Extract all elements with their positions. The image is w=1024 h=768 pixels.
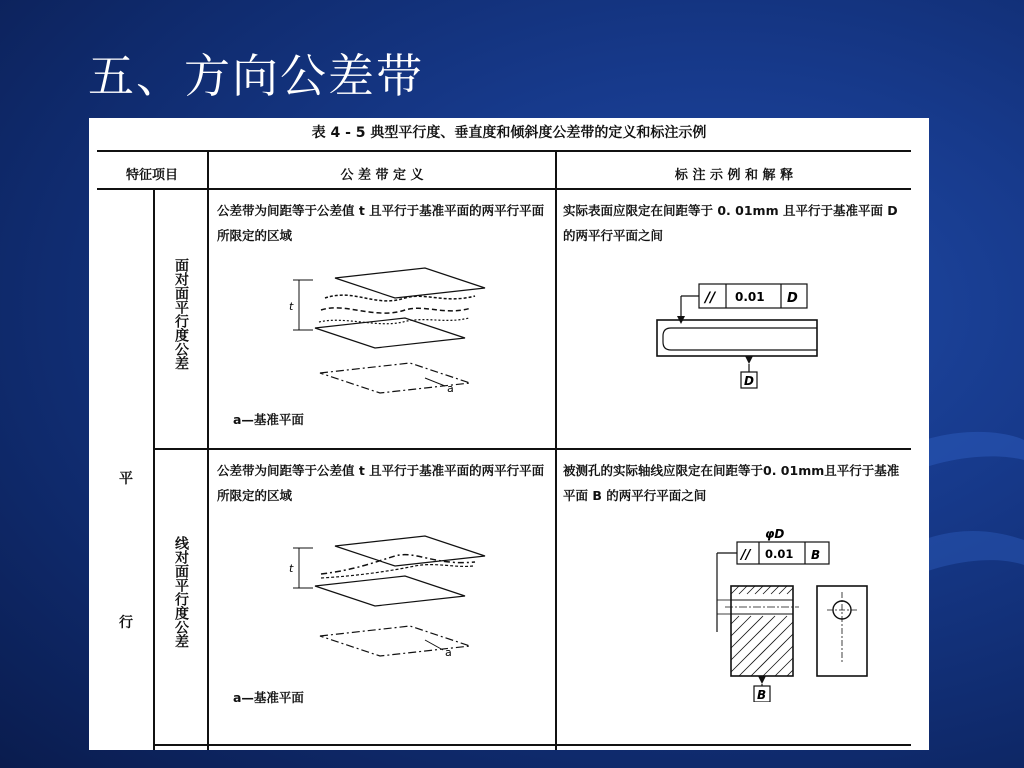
row1-frame-value: 0.01 — [735, 290, 765, 304]
row1-annotation-figure — [649, 276, 869, 396]
row-name-2: 线对面平行度公差 — [173, 536, 189, 648]
row1-definition: 公差带为间距等于公差值 t 且平行于基准平面的两平行平面所限定的区域 — [217, 203, 545, 243]
row2-example: 被测孔的实际轴线应限定在间距等于0. 01mm且平行于基准平面 B 的两平行平面之间 — [563, 463, 900, 503]
row2-legend: a—基准平面 — [233, 690, 304, 705]
subcol-divider — [153, 188, 155, 750]
row2-frame-symbol: // — [741, 548, 751, 563]
row1-example: 实际表面应限定在间距等于 0. 01mm 且平行于基准平面 D 的两平行平面之间 — [563, 203, 898, 243]
table-caption: 表 4 - 5 典型平行度、垂直度和倾斜度公差带的定义和标注示例 — [311, 125, 707, 141]
row1-frame-datum: D — [787, 291, 798, 306]
row2-frame-datum: B — [811, 548, 821, 562]
row1-datum-label: D — [744, 374, 754, 388]
row2-phi-label: φD — [765, 527, 785, 541]
row1-frame-symbol: // — [705, 290, 716, 306]
col-divider-2 — [555, 152, 557, 750]
row-divider — [153, 448, 911, 450]
header-definition: 公 差 带 定 义 — [340, 168, 424, 183]
header-bottom-rule — [97, 188, 911, 190]
row2-tolerance-zone-figure — [285, 532, 495, 662]
table-top-rule — [97, 150, 911, 152]
group-label-top: 平 — [119, 471, 133, 487]
group-label-bottom: 行 — [119, 615, 133, 631]
slide-title: 五、方向公差带 — [88, 49, 424, 103]
header-feature: 特征项目 — [125, 168, 178, 183]
row-name-1: 面对面平行度公差 — [173, 258, 189, 370]
row2-fig-t-label: t — [289, 562, 294, 575]
row1-fig-t-label: t — [289, 300, 294, 313]
header-example: 标 注 示 例 和 解 释 — [674, 168, 794, 183]
row2-annotation-figure — [635, 522, 875, 702]
row2-datum-label: B — [757, 688, 767, 702]
row1-legend: a—基准平面 — [233, 412, 304, 427]
table-bottom-rule — [153, 744, 911, 746]
row2-fig-a-label: a — [445, 646, 452, 659]
row2-frame-value: 0.01 — [765, 547, 794, 561]
row2-definition: 公差带为间距等于公差值 t 且平行于基准平面的两平行平面所限定的区域 — [217, 463, 545, 503]
row1-tolerance-zone-figure — [285, 258, 495, 398]
col-divider-1 — [207, 152, 209, 750]
table-image — [89, 118, 929, 750]
row1-fig-a-label: a — [447, 382, 454, 395]
